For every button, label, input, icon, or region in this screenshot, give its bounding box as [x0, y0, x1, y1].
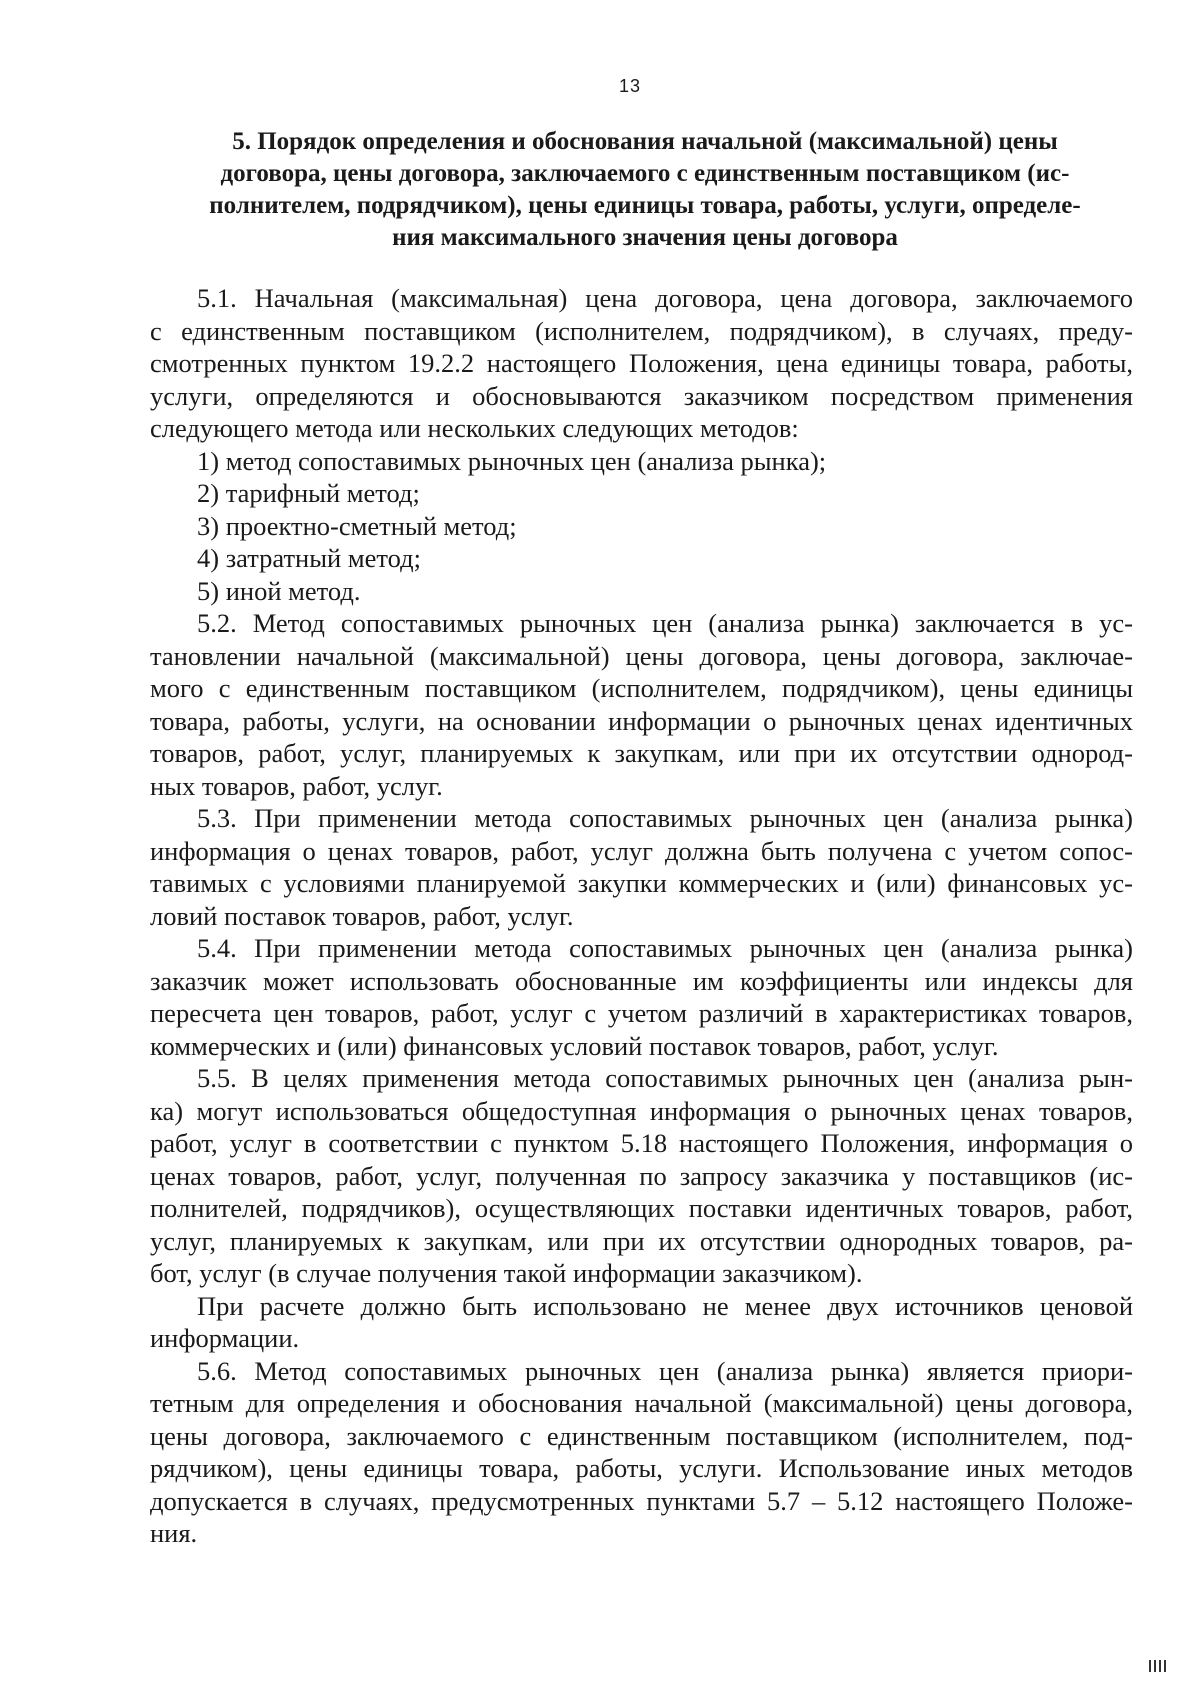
text-line: товаров, работ, услуг, планируемых к закупкам, или при их отсутствии однород- [150, 738, 1133, 768]
heading-line: ния максимального значения цены договора [392, 224, 898, 251]
text-line: 5.4. При применении метода сопоставимых рыночных цен (анализа рынка) [197, 933, 1133, 963]
text-line: ния. [150, 1518, 198, 1548]
text-line: услуг, планируемых к закупкам, или при их отсутствии однородных товаров, ра- [150, 1225, 1133, 1256]
text-line: смотренных пунктом 19.2.2 настоящего Положения, цена единицы товара, работы, [150, 348, 1133, 378]
list-item: 1) метод сопоставимых рыночных цен (анализа рынка); [197, 445, 827, 476]
list-item: 2) тарифный метод; [197, 478, 420, 508]
text-line: товара, работы, услуги, на основании информации о рыночных ценах идентичных [150, 705, 1133, 736]
text-line: работ, услуг в соответствии с пунктом 5.18 настоящего Положения, информация о [150, 1128, 1133, 1158]
text-line: цены договора, заключаемого с единственным поставщиком (исполнителем, под- [150, 1420, 1133, 1451]
text-line: бот, услуг (в случае получения такой информации заказчиком). [150, 1258, 863, 1288]
heading-line: договора, цены договора, заключаемого с единственным поставщиком (ис- [220, 160, 1070, 187]
text-line: полнителей, подрядчиков), осуществляющих поставки идентичных товаров, работ, [150, 1193, 1133, 1223]
text-line: 5.5. В целях применения метода сопоставимых рыночных цен (анализа рын- [197, 1063, 1133, 1093]
text-line: тавимых с условиями планируемой закупки коммерческих и (или) финансовых ус- [150, 868, 1133, 898]
text-line: 5.1. Начальная (максимальная) цена договора, цена договора, заключаемого [197, 283, 1133, 313]
text-line: информации. [150, 1323, 300, 1353]
text-line: При расчете должно быть использовано не менее двух источников ценовой [197, 1290, 1133, 1321]
text-line: пересчета цен товаров, работ, услуг с учетом различий в характеристиках товаров, [150, 998, 1133, 1028]
text-line: 5.2. Метод сопоставимых рыночных цен (анализа рынка) заключается в ус- [197, 608, 1133, 638]
text-line: тетным для определения и обоснования начальной (максимальной) цены договора, [150, 1388, 1133, 1418]
scan-artifact-marks [1149, 1660, 1166, 1672]
text-line: ных товаров, работ, услуг. [150, 770, 443, 801]
text-line: информация о ценах товаров, работ, услуг должна быть получена с учетом сопос- [150, 835, 1133, 866]
heading-line: полнителем, подрядчиком), цены единицы товара, работы, услуги, определе- [209, 192, 1081, 219]
text-line: с единственным поставщиком (исполнителем, подрядчиком), в случаях, преду- [150, 315, 1133, 346]
text-line: 5.6. Метод сопоставимых рыночных цен (анализа рынка) является приори- [197, 1355, 1133, 1386]
page-number: 13 [618, 76, 642, 96]
text-line: коммерческих и (или) финансовых условий поставок товаров, работ, услуг. [150, 1030, 999, 1061]
section-body [150, 282, 1133, 1550]
text-line: следующего метода или нескольких следующих методов: [150, 413, 799, 443]
text-line: допускается в случаях, предусмотренных пунктами 5.7 – 5.12 настоящего Положе- [150, 1485, 1133, 1516]
text-line: мого с единственным поставщиком (исполнителем, подрядчиком), цены единицы [150, 673, 1133, 703]
text-line: 5.3. При применении метода сопоставимых рыночных цен (анализа рынка) [197, 803, 1133, 833]
section-heading [150, 126, 1140, 254]
text-line: тановлении начальной (максимальной) цены договора, цены договора, заключае- [150, 640, 1133, 671]
list-item: 3) проектно-сметный метод; [197, 510, 517, 541]
heading-line: 5. Порядок определения и обоснования начальной (максимальной) цены [232, 128, 1058, 155]
list-item: 4) затратный метод; [197, 543, 421, 573]
text-line: рядчиком), цены единицы товара, работы, услуги. Использование иных методов [150, 1453, 1133, 1483]
text-line: ка) могут использоваться общедоступная информация о рыночных ценах товаров, [150, 1095, 1133, 1126]
text-line: ловий поставок товаров, работ, услуг. [150, 900, 574, 931]
text-line: услуги, определяются и обосновываются заказчиком посредством применения [150, 380, 1133, 411]
text-line: ценах товаров, работ, услуг, полученная по запросу заказчика у поставщиков (ис- [150, 1160, 1133, 1191]
text-line: заказчик может использовать обоснованные им коэффициенты или индексы для [150, 965, 1133, 996]
list-item: 5) иной метод. [197, 575, 361, 606]
